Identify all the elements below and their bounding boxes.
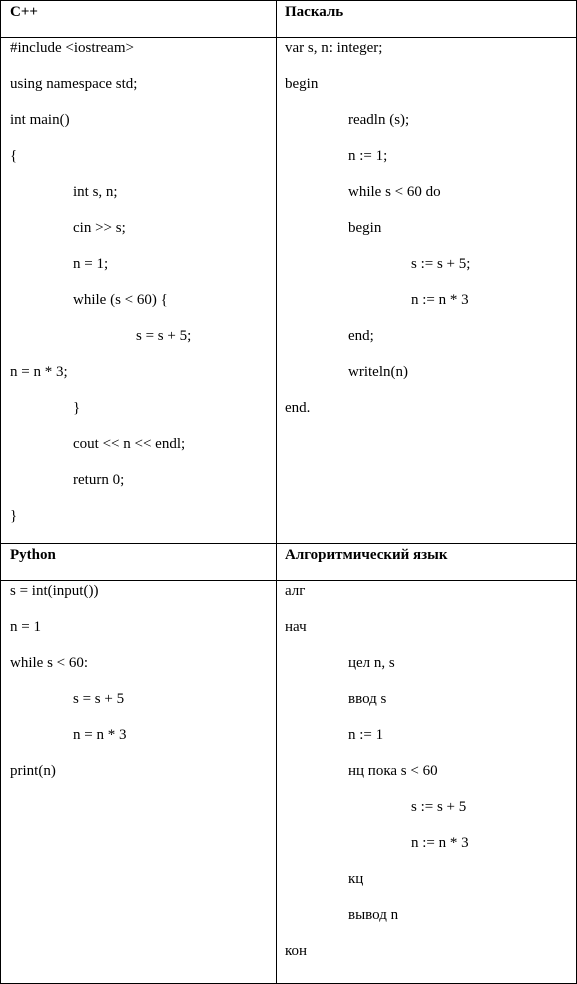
algo-line: нц пока s < 60 [348,763,438,779]
cpp-line: cout << n << endl; [73,436,186,452]
cpp-line: while (s < 60) { [73,292,168,308]
algo-line: n := n * 3 [411,835,469,851]
cpp-line: using namespace std; [10,76,138,92]
cpp-line: } [73,400,81,416]
pascal-line: end; [348,328,374,344]
python-header: Python [10,547,56,563]
python-line: n = n * 3 [73,727,127,743]
pascal-line: writeln(n) [348,364,408,380]
cpp-line: cin >> s; [73,220,126,236]
pascal-line: var s, n: integer; [285,40,383,56]
algo-line: s := s + 5 [411,799,467,815]
algo-line: кон [285,943,308,959]
cpp-header: C++ [10,4,38,20]
pascal-line: while s < 60 do [348,184,441,200]
pascal-line: begin [348,220,382,236]
pascal-line: n := 1; [348,148,388,164]
cpp-line: int s, n; [73,184,118,200]
pascal-line: s := s + 5; [411,256,471,272]
pascal-header: Паскаль [285,4,344,20]
python-line: n = 1 [10,619,41,635]
algo-line: кц [348,871,364,887]
pascal-line: n := n * 3 [411,292,469,308]
pascal-line: end. [285,400,311,416]
cpp-line: } [10,508,18,524]
column-divider [276,0,277,984]
pascal-line: readln (s); [348,112,410,128]
cpp-line: { [10,148,18,164]
cpp-line: s = s + 5; [136,328,192,344]
algo-line: нач [285,619,307,635]
row-divider [0,543,577,544]
python-line: s = int(input()) [10,583,99,599]
python-line: print(n) [10,763,56,779]
algo-line: ввод s [348,691,387,707]
algo-line: цел n, s [348,655,395,671]
algo-line: алг [285,583,306,599]
algo-line: вывод n [348,907,399,923]
cpp-line: #include <iostream> [10,40,134,56]
cpp-line: int main() [10,112,70,128]
python-line: while s < 60: [10,655,89,671]
cpp-line: n = 1; [73,256,109,272]
cpp-line: n = n * 3; [10,364,68,380]
algo-line: n := 1 [348,727,384,743]
python-line: s = s + 5 [73,691,125,707]
algo-header: Алгоритмический язык [285,547,448,563]
pascal-line: begin [285,76,319,92]
cpp-line: return 0; [73,472,125,488]
